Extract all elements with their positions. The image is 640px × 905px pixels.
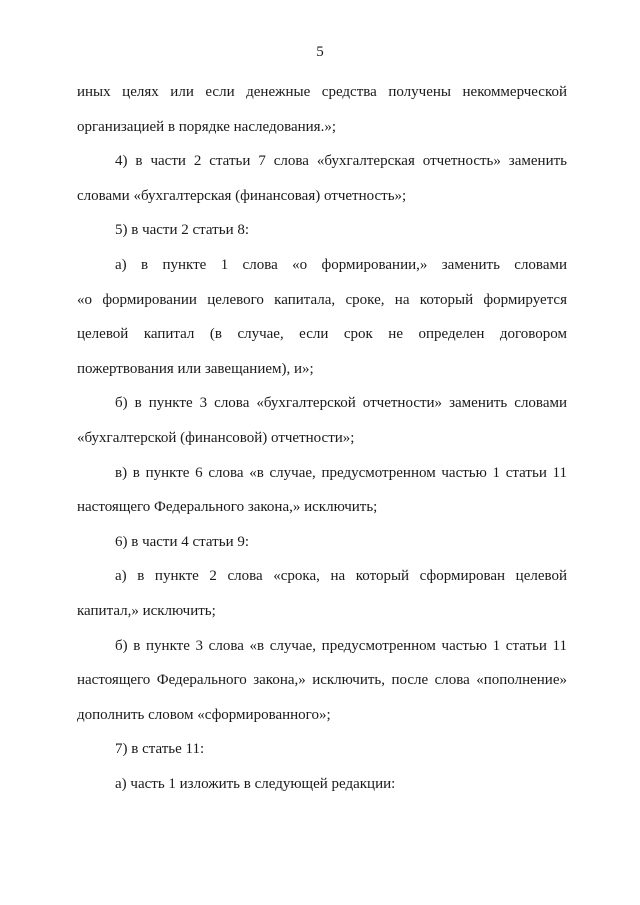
text-line: пожертвования или завещанием), и»; (77, 360, 314, 377)
text-line: б) в пункте 3 слова «бухгалтерской отчетности» заменить словами (115, 395, 567, 412)
text-line: дополнить словом «сформированного»; (77, 706, 331, 723)
text-line: 6) в части 4 статьи 9: (115, 533, 250, 550)
text-line: а) часть 1 изложить в следующей редакции: (115, 775, 396, 792)
text-line: в) в пункте 6 слова «в случае, предусмотренном частью 1 статьи 11 (115, 464, 567, 481)
text-line: организацией в порядке наследования.»; (77, 118, 336, 135)
text-line: словами «бухгалтерская (финансовая) отчетность»; (77, 187, 407, 204)
text-line: настоящего Федерального закона,» исключить; (77, 499, 378, 516)
text-line: «о формировании целевого капитала, сроке, на который формируется (77, 291, 567, 308)
text-line: капитал,» исключить; (77, 602, 216, 619)
text-line: а) в пункте 1 слова «о формировании,» заменить словами (115, 256, 567, 273)
text-line: 4) в части 2 статьи 7 слова «бухгалтерская отчетность» заменить (115, 153, 567, 170)
text-line: б) в пункте 3 слова «в случае, предусмотренном частью 1 статьи 11 (115, 637, 567, 654)
text-line: 7) в статье 11: (115, 741, 205, 758)
page-number: 5 (316, 44, 324, 60)
text-line: настоящего Федерального закона,» исключить, после слова «пополнение» (77, 672, 567, 689)
text-line: 5) в части 2 статьи 8: (115, 222, 250, 239)
text-line: а) в пункте 2 слова «срока, на который сформирован целевой (115, 568, 567, 585)
text-line: «бухгалтерской (финансовой) отчетности»; (77, 429, 355, 446)
text-line: целевой капитал (в случае, если срок не определен договором (77, 326, 567, 343)
document-body (77, 75, 567, 801)
text-line: иных целях или если денежные средства получены некоммерческой (77, 84, 567, 100)
